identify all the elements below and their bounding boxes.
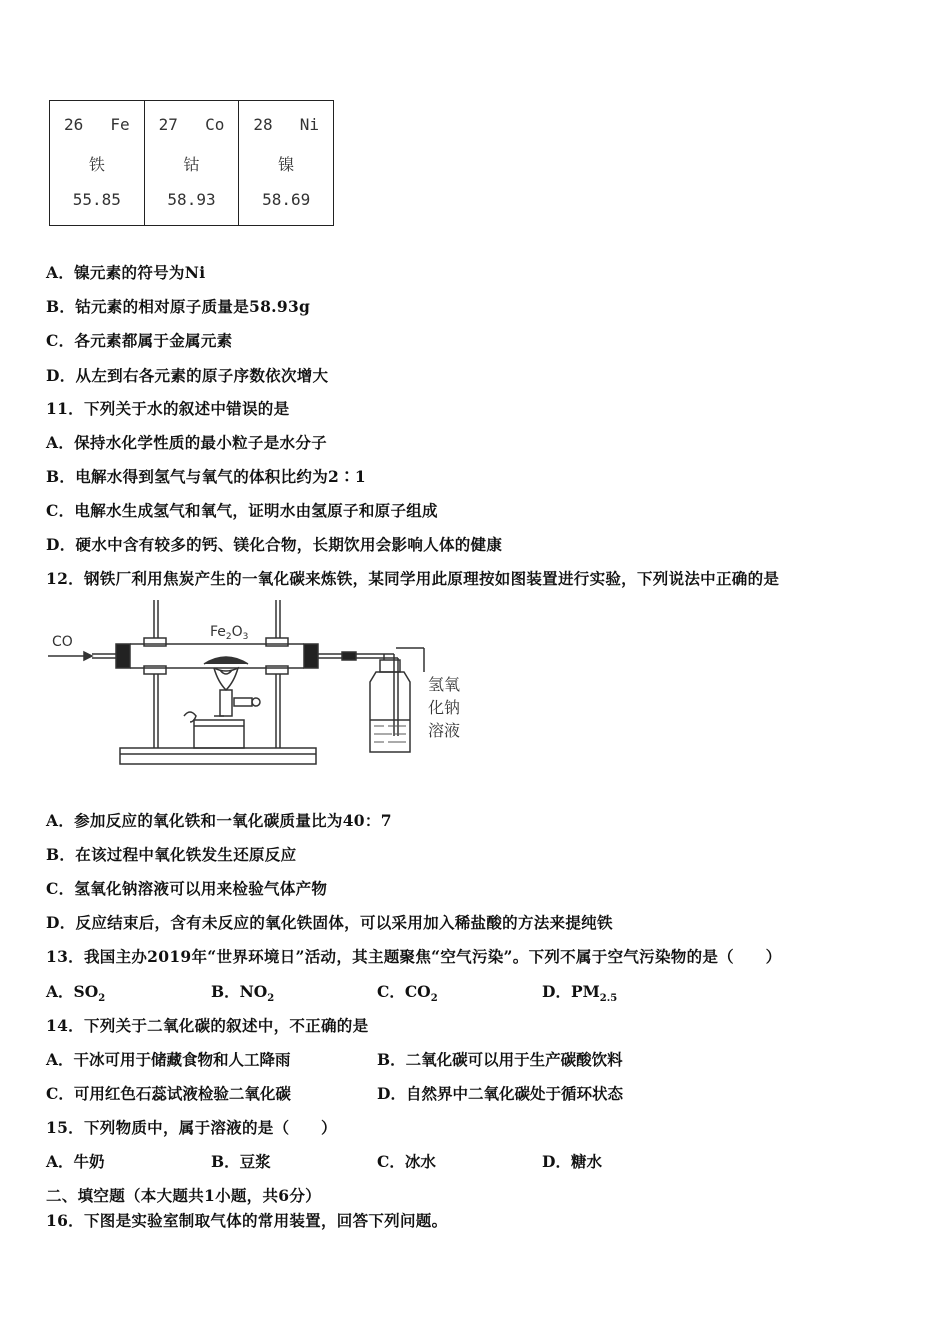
q11-stem: 11．下列关于水的叙述中错误的是 xyxy=(46,399,290,418)
solution-label-line1: 氢氧 xyxy=(428,675,461,694)
q10-option-c: C．各元素都属于金属元素 xyxy=(46,331,233,350)
element-name: 镍 xyxy=(278,155,295,174)
solution-label-line3: 溶液 xyxy=(428,721,461,740)
q15-option-d: D．糖水 xyxy=(542,1152,602,1171)
q14-option-a: A．干冰可用于储藏食物和人工降雨 xyxy=(46,1050,291,1069)
q13-option-d: D．$PM_{2.5}$ xyxy=(542,982,618,1005)
q14-stem: 14．下列关于二氧化碳的叙述中，不正确的是 xyxy=(46,1016,369,1035)
q13-stem: 13．我国主办2019年“世界环境日”活动，其主题聚焦“空气污染”。下列不属于空气污染物的是（ ） xyxy=(46,947,782,966)
element-name: 钴 xyxy=(183,155,200,174)
q15-option-b: B．豆浆 xyxy=(211,1152,271,1171)
element-name: 铁 xyxy=(88,155,105,174)
element-symbol: Fe xyxy=(110,115,130,134)
atomic-number: 27 xyxy=(158,115,178,134)
atomic-mass: 55.85 xyxy=(72,190,121,209)
element-table xyxy=(49,100,334,226)
solution-label-line2: 化钠 xyxy=(428,698,461,717)
q12-stem: 12．钢铁厂利用焦炭产生的一氧化碳来炼铁，某同学用此原理按如图装置进行实验，下列说法中正确的是 xyxy=(46,569,780,588)
co-label: CO xyxy=(52,634,73,650)
atomic-number: 26 xyxy=(64,115,84,134)
element-cell-ni xyxy=(239,101,333,225)
q11-option-c: C．电解水生成氢气和氧气，证明水由氢原子和原子组成 xyxy=(46,501,438,520)
q10-option-b: B．钴元素的相对原子质量是58.93g xyxy=(46,297,311,316)
q14-option-d: D．自然界中二氧化碳处于循环状态 xyxy=(377,1084,623,1103)
element-cell-fe xyxy=(50,101,145,225)
section-heading: 二、填空题（本大题共1小题，共6分） xyxy=(46,1186,321,1205)
element-symbol: Co xyxy=(205,115,225,134)
q15-stem: 15．下列物质中，属于溶液的是（ ） xyxy=(46,1118,337,1137)
q12-option-c: C．氢氧化钠溶液可以用来检验气体产物 xyxy=(46,879,328,898)
q13-option-c: C．$CO_2$ xyxy=(377,982,438,1005)
q12-option-b: B．在该过程中氧化铁发生还原反应 xyxy=(46,845,297,864)
q10-option-d: D．从左到右各元素的原子序数依次增大 xyxy=(46,366,329,385)
q13-option-b: B．$NO_2$ xyxy=(211,982,275,1005)
atomic-mass: 58.69 xyxy=(262,190,311,209)
fe2o3-label: $Fe_2O_3$ xyxy=(210,624,249,642)
q14-option-c: C．可用红色石蕊试液检验二氧化碳 xyxy=(46,1084,291,1103)
element-symbol: Ni xyxy=(299,115,320,134)
q14-option-b: B．二氧化碳可以用于生产碳酸饮料 xyxy=(377,1050,623,1069)
q11-option-b: B．电解水得到氢气与氧气的体积比约为2∶1 xyxy=(46,467,366,486)
atomic-number: 28 xyxy=(253,115,273,134)
element-cell-co xyxy=(145,101,240,225)
q15-option-a: A．牛奶 xyxy=(46,1152,105,1171)
q16-stem: 16．下图是实验室制取气体的常用装置，回答下列问题。 xyxy=(46,1211,448,1230)
q12-option-a: A．参加反应的氧化铁和一氧化碳质量比为40：7 xyxy=(46,811,392,830)
q15-option-c: C．冰水 xyxy=(377,1152,436,1171)
co-reduction-apparatus-diagram xyxy=(44,598,474,770)
q11-option-a: A．保持水化学性质的最小粒子是水分子 xyxy=(46,433,327,452)
atomic-mass: 58.93 xyxy=(167,190,216,209)
q12-option-d: D．反应结束后，含有未反应的氧化铁固体，可以采用加入稀盐酸的方法来提纯铁 xyxy=(46,913,613,932)
q13-option-a: A．$SO_2$ xyxy=(46,982,106,1005)
q11-option-d: D．硬水中含有较多的钙、镁化合物，长期饮用会影响人体的健康 xyxy=(46,535,503,554)
q10-option-a: A．镍元素的符号为Ni xyxy=(46,263,206,282)
